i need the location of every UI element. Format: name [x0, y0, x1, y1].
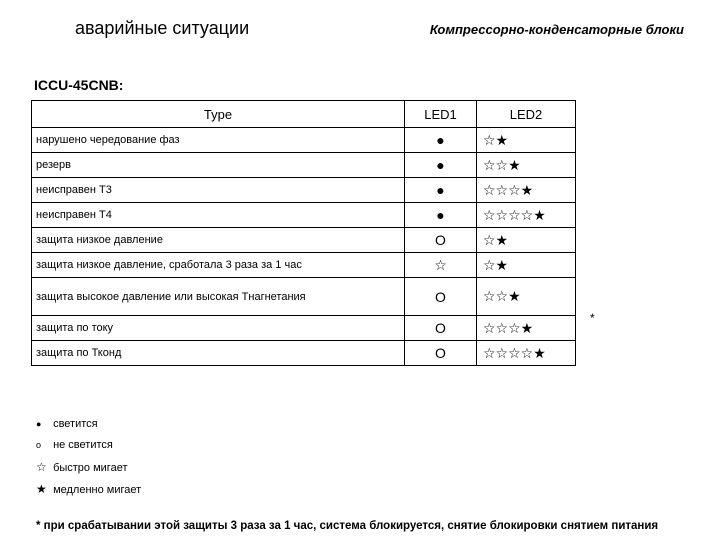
legend-text: светится [53, 418, 98, 430]
row-led1: O [405, 341, 477, 366]
legend-text: медленно мигает [53, 484, 142, 496]
row-led2: ☆☆★ [477, 153, 576, 178]
row-led2: ☆★ [477, 228, 576, 253]
row-led1: ● [405, 203, 477, 228]
row-led2: ☆☆☆☆★ [477, 203, 576, 228]
legend-item [36, 439, 113, 451]
empty-circle-icon: o [36, 440, 42, 450]
row-led2: ☆☆☆★ [477, 316, 576, 341]
section-title: Компрессорно-конденсаторные блоки [429, 22, 684, 37]
legend-item [36, 418, 98, 430]
row-led2: ☆☆★ [477, 278, 576, 316]
alarm-table [31, 100, 576, 366]
table-row [32, 228, 576, 253]
table-row [32, 253, 576, 278]
row-type: защита низкое давление, сработала 3 раза за 1 час [32, 253, 405, 278]
column-header-led2: LED2 [477, 101, 576, 128]
column-header-led1: LED1 [405, 101, 477, 128]
table-row [32, 341, 576, 366]
row-led2: ☆★ [477, 253, 576, 278]
table-row [32, 203, 576, 228]
model-label: ICCU-45CNB: [34, 77, 124, 93]
outline-star-icon: ☆ [36, 460, 47, 474]
row-led2: ☆★ [477, 128, 576, 153]
row-led1: O [405, 278, 477, 316]
row-led1: ☆ [405, 253, 477, 278]
row-type: защита низкое давление [32, 228, 405, 253]
footnote: * при срабатывании этой защиты 3 раза за 1 час, система блокируется, снятие блокировки снятием питания [36, 520, 659, 532]
row-led1: ● [405, 153, 477, 178]
table-row [32, 153, 576, 178]
table-row [32, 278, 576, 316]
row-led1: O [405, 316, 477, 341]
row-type: нарушено чередование фаз [32, 128, 405, 153]
table-header-row [32, 101, 576, 128]
row-type: защита высокое давление или высокая Тнагнетания [32, 278, 405, 316]
row-type: защита по току [32, 316, 405, 341]
filled-star-icon: ★ [36, 482, 47, 496]
legend-text: не светится [53, 439, 113, 451]
row-led1: ● [405, 128, 477, 153]
row-led1: O [405, 228, 477, 253]
table-row [32, 316, 576, 341]
row-type: защита по Тконд [32, 341, 405, 366]
page-title: аварийные ситуации [75, 18, 250, 38]
table-row [32, 128, 576, 153]
row-led2: ☆☆☆☆★ [477, 341, 576, 366]
legend-item [36, 460, 127, 474]
row-footnote-marker: * [590, 311, 595, 325]
row-led2: ☆☆☆★ [477, 178, 576, 203]
column-header-type: Type [32, 101, 405, 128]
row-type: неисправен Т4 [32, 203, 405, 228]
row-type: резерв [32, 153, 405, 178]
row-type: неисправен Т3 [32, 178, 405, 203]
table-row [32, 178, 576, 203]
row-led1: ● [405, 178, 477, 203]
legend-item [36, 482, 141, 496]
legend-text: быстро мигает [53, 462, 128, 474]
filled-circle-icon: ● [36, 419, 42, 429]
